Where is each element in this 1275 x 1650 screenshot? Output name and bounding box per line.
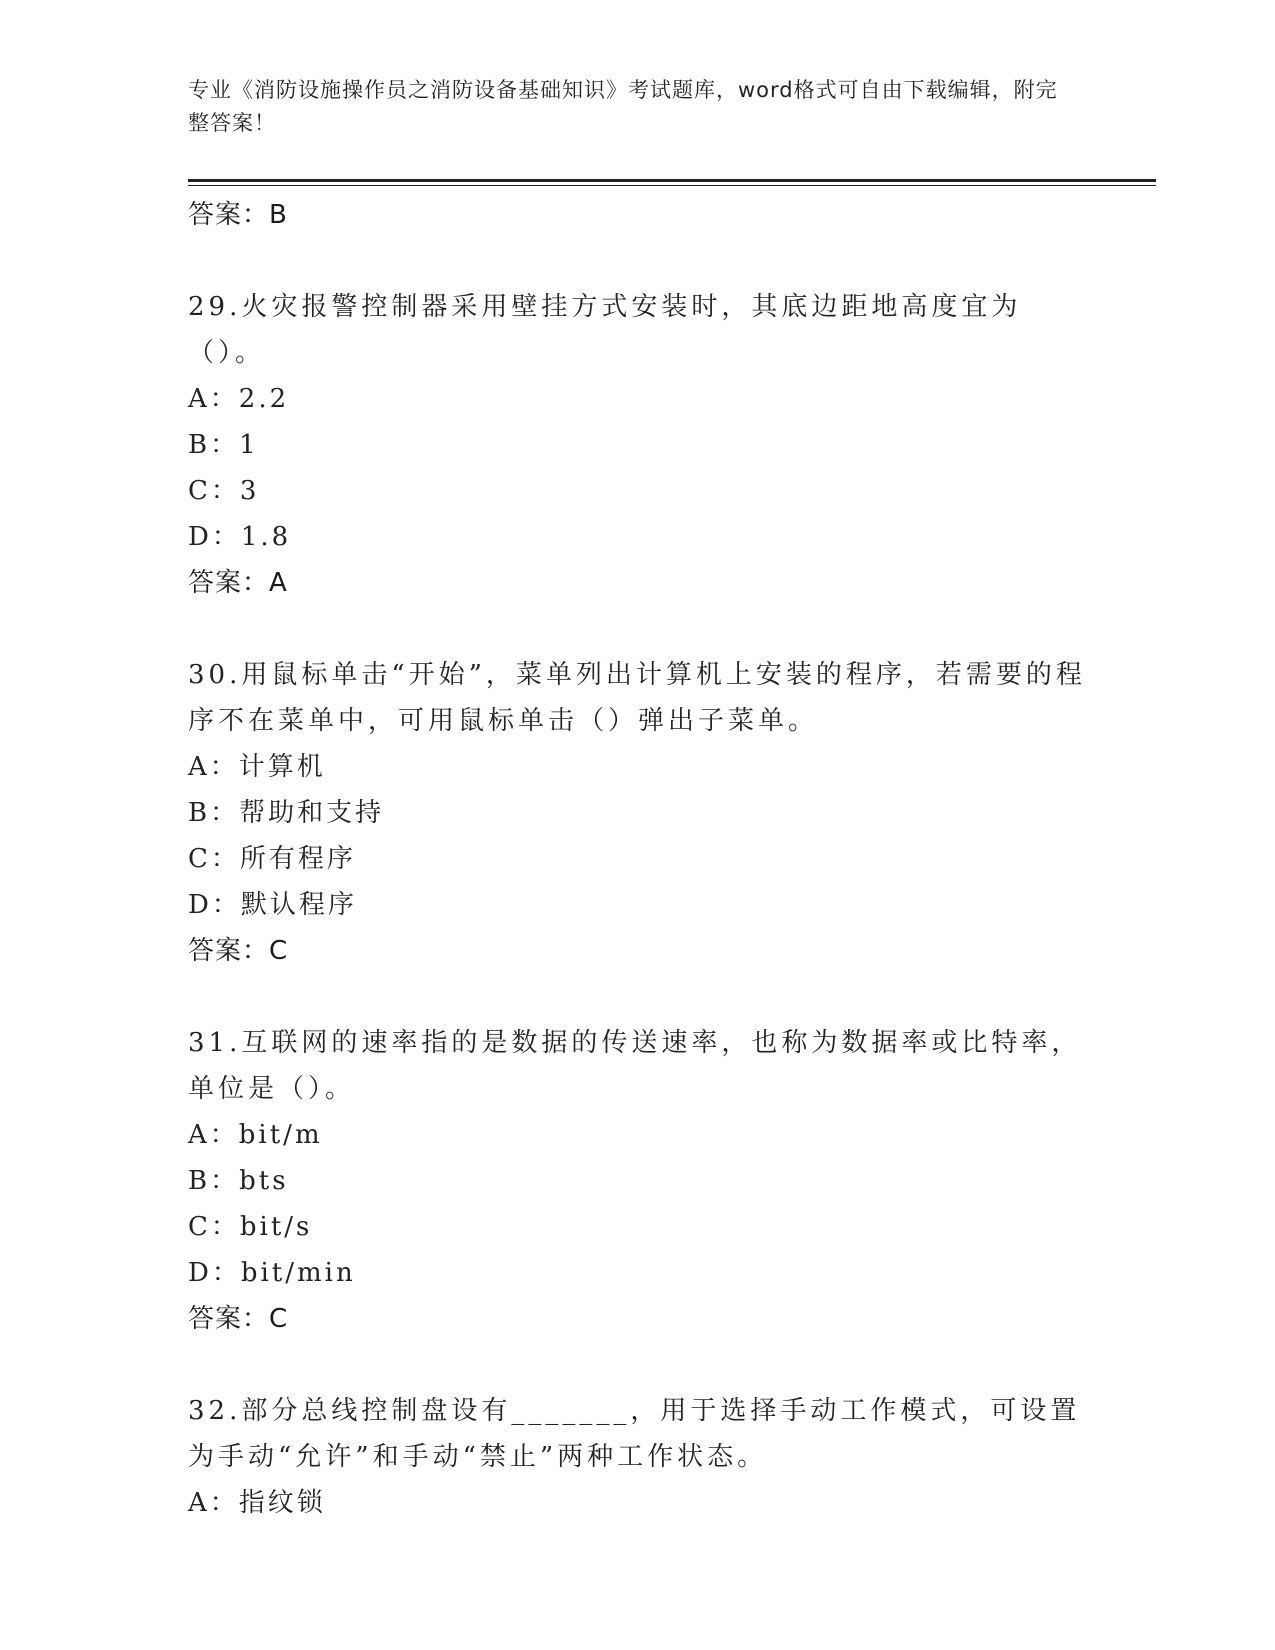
question-31 (188, 1020, 1088, 1342)
question-30 (188, 652, 1088, 974)
spacer (188, 606, 1088, 652)
question-29 (188, 284, 1088, 606)
spacer (188, 974, 1088, 1020)
option-d: D：bit/min (188, 1258, 356, 1288)
option-a: A：2.2 (188, 384, 290, 414)
question-text: 30.用鼠标单击“开始”，菜单列出计算机上安装的程序，若需要的程序不在菜单中，可用鼠标单击（）弹出子菜单。 (188, 660, 1086, 736)
option-d: D：1.8 (188, 522, 292, 552)
option-d: D：默认程序 (188, 890, 357, 920)
spacer (188, 238, 1088, 284)
question-text: 29.火灾报警控制器采用壁挂方式安装时，其底边距地高度宜为（）。 (188, 292, 1022, 368)
answer-line: 答案：A (188, 568, 288, 598)
header-rule-thick (188, 179, 1156, 182)
option-b: B：帮助和支持 (188, 798, 385, 828)
option-c: C：3 (188, 476, 260, 506)
option-b: B：bts (188, 1166, 289, 1196)
option-a: A：bit/m (188, 1120, 323, 1150)
option-a: A：计算机 (188, 752, 326, 782)
option-a: A：指纹锁 (188, 1488, 326, 1518)
option-b: B：1 (188, 430, 259, 460)
header-rule-thin (188, 185, 1156, 186)
question-list (188, 192, 1088, 1526)
option-c: C：bit/s (188, 1212, 313, 1242)
option-c: C：所有程序 (188, 844, 356, 874)
spacer (188, 1342, 1088, 1388)
question-text: 31.互联网的速率指的是数据的传送速率，也称为数据率或比特率，单位是（）。 (188, 1028, 1082, 1104)
question-text: 32.部分总线控制盘设有_______，用于选择手动工作模式，可设置为手动“允许”和手动“禁止”两种工作状态。 (188, 1396, 1081, 1472)
answer-line: 答案：C (188, 1304, 289, 1334)
document-header: 专业《消防设施操作员之消防设备基础知识》考试题库，word格式可自由下载编辑，附完整答案！ (188, 78, 1058, 135)
question-32 (188, 1388, 1088, 1526)
answer-line: 答案：B (188, 200, 288, 230)
answer-line: 答案：C (188, 936, 289, 966)
